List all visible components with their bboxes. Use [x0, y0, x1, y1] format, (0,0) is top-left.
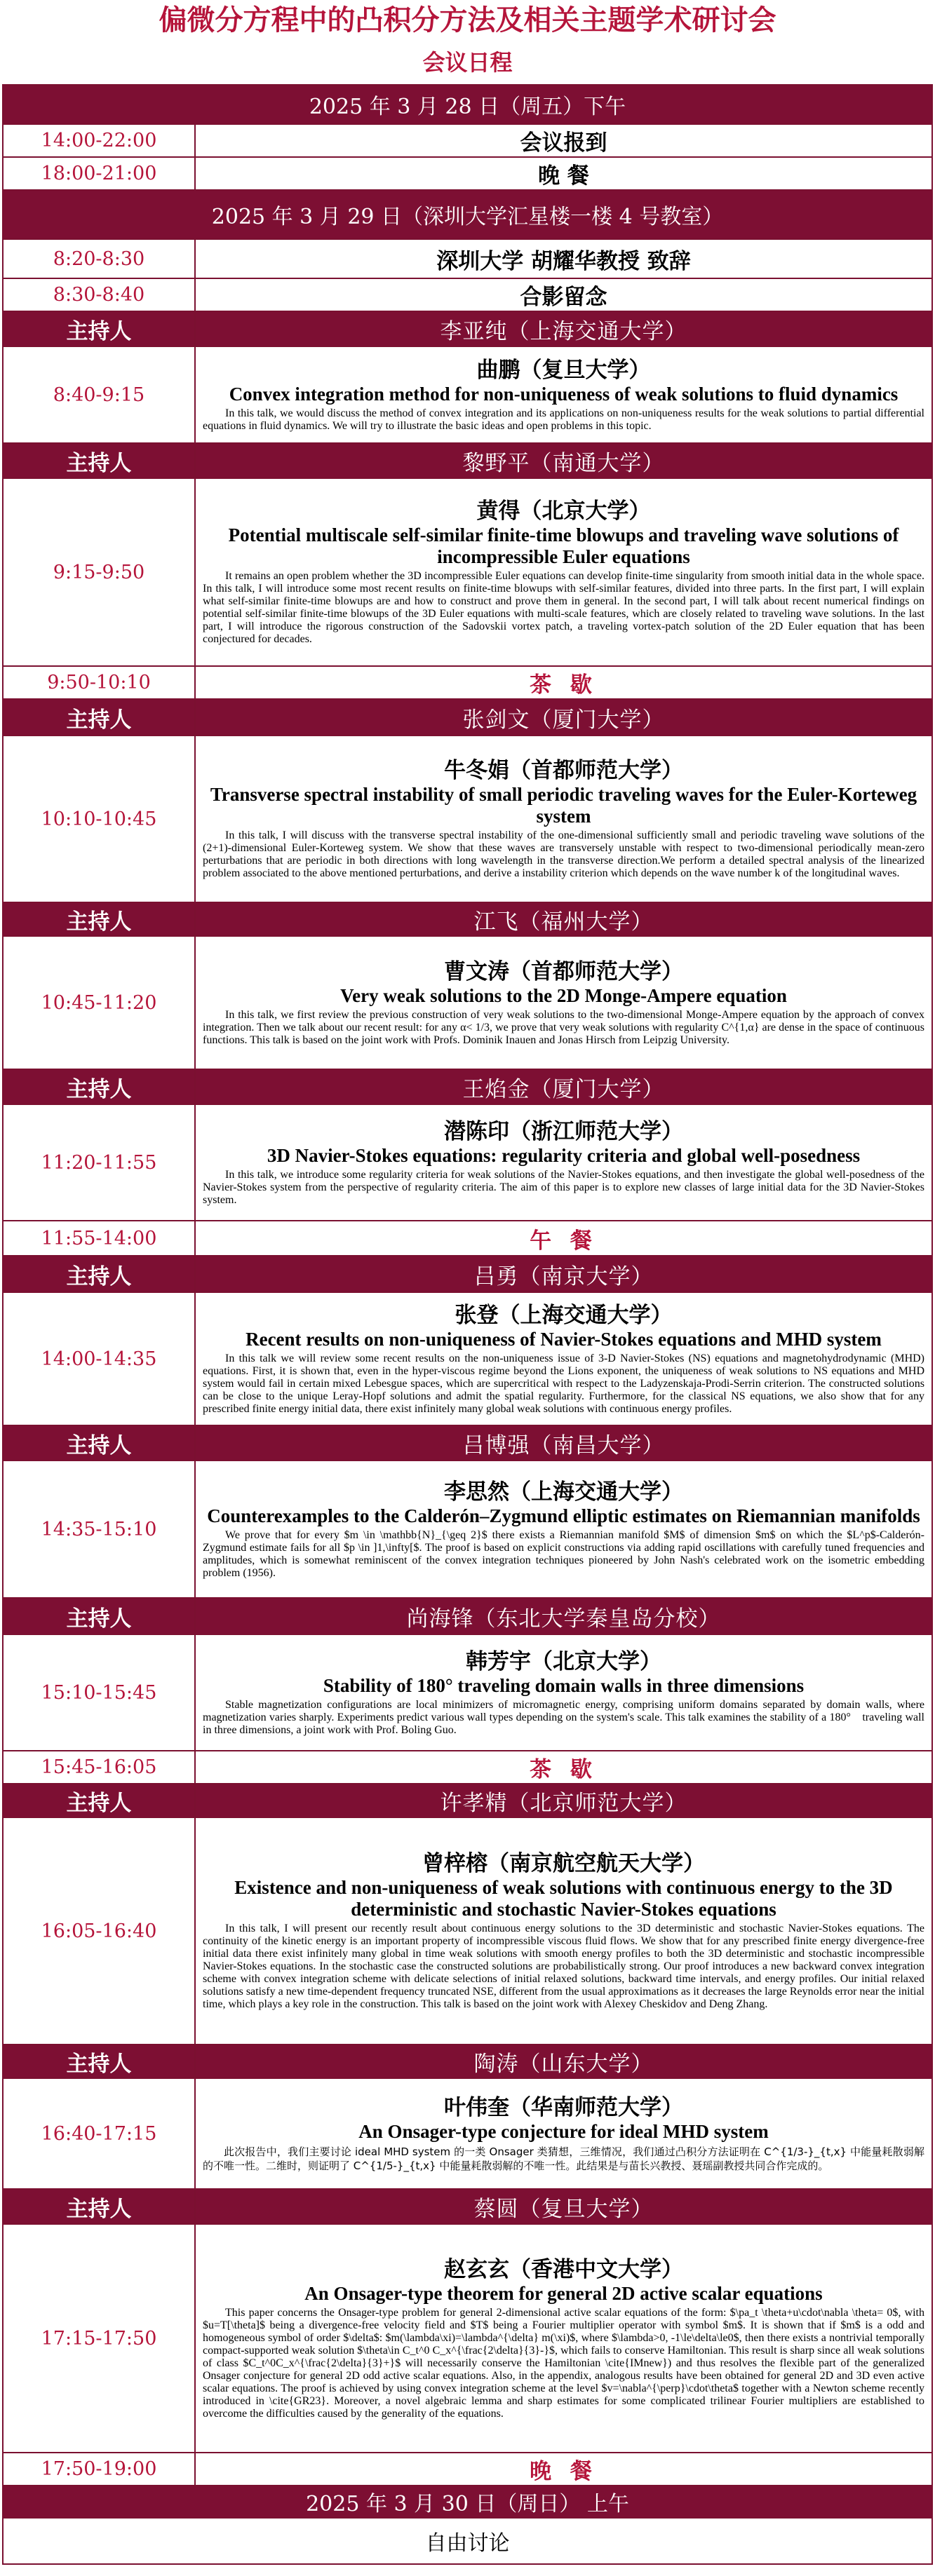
- host-row: [3, 699, 932, 735]
- speaker-name: 曾梓榕（南京航空航天大学）: [422, 1851, 705, 1876]
- schedule-row: [3, 278, 932, 311]
- time-cell: 11:55-14:00: [3, 1221, 195, 1256]
- host-row: [3, 1256, 932, 1292]
- event-cell: 深圳大学 胡耀华教授 致辞: [195, 239, 932, 278]
- host-name: 张剑文（厦门大学）: [195, 699, 932, 735]
- talk-row: [3, 346, 932, 443]
- host-row: [3, 2189, 932, 2224]
- break-label: 茶 歇: [195, 666, 932, 699]
- host-label: 主持人: [3, 1784, 195, 1817]
- host-label: 主持人: [3, 311, 195, 346]
- talk-cell: [195, 1104, 932, 1221]
- talk-cell: [195, 936, 932, 1069]
- speaker-name: 黄得（北京大学）: [476, 499, 651, 524]
- talk-abstract: In this talk, I will present our recently result about continuous energy solutions to the 3D deterministic and stochastic Navier-Stokes equations. The continuity of the kinetic energy is an important property of incompressible viscous fluid flows. We show that for any prescribed finite energy divergence-free initial data there exist infinitely many global in time weak solutions with smooth energy profiles to both the 3D deterministic and stochastic incompressible Navier-Stokes equations. In the stochastic case the constructed solutions are probabilistically strong. Our proof introduces a new backward convex integration scheme with convex integration scheme with delicate selections of initial relaxed solutions, backward time intervals, and energy profiles. Our initial relaxed solutions satisfy a new time-dependent frequency truncated NSE, different from the usual approximations as it decreases the large Reynolds error near the initial time, which plays a key role in the construction. This talk is based on the joint work with Alexey Cheskidov and Deng Zhang.: [203, 1923, 924, 2010]
- time-cell: 10:10-10:45: [3, 735, 195, 902]
- host-name: 许孝精（北京师范大学）: [195, 1784, 932, 1817]
- schedule-table: [2, 84, 933, 2565]
- day2-header: [3, 190, 932, 239]
- talk-row: [3, 936, 932, 1069]
- talk-title: Existence and non-uniqueness of weak solutions with continuous energy to the 3D deterministic and stochastic Navier-Stokes equations: [234, 1877, 893, 1920]
- talk-abstract: In this talk, we introduce some regularity criteria for weak solutions of the Navier-Stokes equations, and then investigate the global well-posedness of the Navier-Stokes system from the perspective of regularity criteria. The aim of this paper is to explore new classes of large initial data for the 3D Navier-Stokes system.: [203, 1168, 924, 1206]
- talk-abstract: 此次报告中，我们主要讨论 ideal MHD system 的一类 Onsager 类猜想，三维情况，我们通过凸积分方法证明在 C^{1/3-}_{t,x} 中能量耗散弱解的不唯一性。二维时，则证明了 C^{1/5-}_{t,x} 中能量耗散弱解的不唯一性。此结果是与苗长兴教授、聂瑶副教授共同合作完成的。: [203, 2145, 924, 2172]
- time-cell: 11:20-11:55: [3, 1104, 195, 1221]
- speaker-name: 曲鹏（复旦大学）: [476, 357, 651, 383]
- talk-abstract: In this talk, we would discuss the method of convex integration and its applications on non-uniqueness results for the weak solutions to partial differential equations in fluid dynamics. We will try to illustrate the basic ideas and open problems in this topic.: [203, 407, 924, 432]
- time-cell: 8:40-9:15: [3, 346, 195, 443]
- host-name: 吕勇（南京大学）: [195, 1256, 932, 1292]
- talk-title: An Onsager-type theorem for general 2D active scalar equations: [304, 2282, 823, 2304]
- conference-title: 偏微分方程中的凸积分方法及相关主题学术研讨会: [159, 4, 776, 36]
- host-row: [3, 443, 932, 478]
- talk-row: [3, 2224, 932, 2453]
- talk-abstract: We prove that for every $m \in \mathbb{N}_{\geq 2}$ there exists a Riemannian manifold $M$ of dimension $m$ on which the $L^p$-Calderón-Zygmund estimate fails for all $p \in ]1,\infty[$. The proof is based on explicit constructions via adding rapid oscillations with carefully tuned frequencies and amplitudes, which is somewhat reminiscent of the convex integration techniques pioneered by John Nash's celebrated work on the isometric embedding problem (1956).: [203, 1528, 924, 1579]
- talk-row: [3, 1817, 932, 2045]
- time-cell: 17:15-17:50: [3, 2224, 195, 2453]
- time-cell: 17:50-19:00: [3, 2453, 195, 2486]
- host-name: 李亚纯（上海交通大学）: [195, 311, 932, 346]
- host-name: 黎野平（南通大学）: [195, 443, 932, 478]
- day1-header: [3, 85, 932, 124]
- break-row: [3, 666, 932, 699]
- event-cell: 晚 餐: [195, 157, 932, 190]
- time-cell: 16:05-16:40: [3, 1817, 195, 2045]
- host-label: 主持人: [3, 2189, 195, 2224]
- schedule-row: [3, 239, 932, 278]
- free-discussion-row: [3, 2518, 932, 2564]
- day1-label: 2025 年 3 月 28 日（周五）下午: [3, 85, 932, 124]
- speaker-name: 曹文涛（首都师范大学）: [444, 958, 683, 984]
- free-discussion: 自由讨论: [3, 2518, 932, 2564]
- time-cell: 8:30-8:40: [3, 278, 195, 311]
- day3-header: [3, 2486, 932, 2518]
- talk-row: [3, 1292, 932, 1425]
- time-cell: 14:00-22:00: [3, 124, 195, 157]
- break-row: [3, 1221, 932, 1256]
- talk-cell: [195, 1292, 932, 1425]
- host-label: 主持人: [3, 1425, 195, 1460]
- talk-title: An Onsager-type conjecture for ideal MHD system: [358, 2120, 769, 2142]
- day2-label: 2025 年 3 月 29 日（深圳大学汇星楼一楼 4 号教室）: [3, 190, 932, 239]
- schedule-row: [3, 157, 932, 190]
- host-name: 蔡圆（复旦大学）: [195, 2189, 932, 2224]
- break-row: [3, 2453, 932, 2486]
- talk-cell: [195, 346, 932, 443]
- host-row: [3, 2045, 932, 2078]
- talk-abstract: Stable magnetization configurations are local minimizers of micromagnetic energy, comprising uniform domains separated by domain walls, where magnetization varies sharply. Experiments predict various wall types depending on the system's scale. This talk examines the stability of a 180° traveling wall in three dimensions, a joint work with Prof. Boling Guo.: [203, 1698, 924, 1736]
- talk-row: [3, 478, 932, 666]
- talk-cell: [195, 2078, 932, 2189]
- talk-cell: [195, 1634, 932, 1751]
- talk-abstract: It remains an open problem whether the 3D incompressible Euler equations can develop finite-time singularity from smooth initial data in the whole space. In this talk, I will introduce some most recent results on finite-time blowups with self-similar features, divided into three parts. In the first part, I will explain what self-similar finite-time blowups are and how to construct and prove them in general. In the second part, I will talk about recent numerical findings on potential self-similar finite-time blowups of the 3D Euler equations with multi-scale features, which are closely related to traveling wave solutions. In the last part, I will introduce the rigorous construction of the Sadovskii vortex patch, a traveling vortex-patch solution of the 2D Euler equation that has been conjectured for decades.: [203, 570, 924, 645]
- host-row: [3, 1598, 932, 1634]
- talk-row: [3, 2078, 932, 2189]
- talk-row: [3, 1634, 932, 1751]
- speaker-name: 牛冬娟（首都师范大学）: [444, 758, 683, 783]
- talk-cell: [195, 1460, 932, 1598]
- host-row: [3, 311, 932, 346]
- schedule-row: [3, 124, 932, 157]
- host-label: 主持人: [3, 699, 195, 735]
- talk-title: Convex integration method for non-uniqueness of weak solutions to fluid dynamics: [229, 383, 899, 405]
- host-label: 主持人: [3, 2045, 195, 2078]
- host-row: [3, 1069, 932, 1104]
- host-row: [3, 1425, 932, 1460]
- conference-subtitle: 会议日程: [422, 49, 513, 76]
- speaker-name: 李思然（上海交通大学）: [444, 1479, 683, 1505]
- host-name: 尚海锋（东北大学秦皇岛分校）: [195, 1598, 932, 1634]
- host-label: 主持人: [3, 1256, 195, 1292]
- host-name: 王焰金（厦门大学）: [195, 1069, 932, 1104]
- break-row: [3, 1751, 932, 1784]
- host-label: 主持人: [3, 443, 195, 478]
- talk-abstract: In this talk, we first review the previous construction of very weak solutions to the two-dimensional Monge-Ampere equation by the approach of convex integration. Then we talk about our recent result: for any α< 1/3, we prove that very weak solutions with regularity C^{1,α} are dense in the space of continuous functions. This talk is based on the joint work with Profs. Dominik Inauen and Jonas Hirsch from Leipzig University.: [203, 1008, 924, 1046]
- talk-title: 3D Navier-Stokes equations: regularity criteria and global well-posedness: [267, 1144, 861, 1166]
- talk-title: Recent results on non-uniqueness of Navier-Stokes equations and MHD system: [245, 1328, 882, 1350]
- talk-abstract: In this talk, I will discuss with the transverse spectral instability of the one-dimensional sufficiently small and periodic traveling wave solutions of the (2+1)-dimensional Euler-Korteweg system. We show that these waves are transversely unstable with respect to two-dimensional periodically mean-zero perturbations that are periodic in both directions with long wavelength in the transverse direction.We perform a detailed spectral analysis of the linearized problem associated to the above mentioned perturbations, and derive a instability criterion which depends on the wave number k of the longitudinal waves.: [203, 829, 924, 879]
- day3-label: 2025 年 3 月 30 日（周日） 上午: [3, 2486, 932, 2518]
- speaker-name: 赵玄玄（香港中文大学）: [444, 2256, 683, 2282]
- talk-row: [3, 1460, 932, 1598]
- time-cell: 9:15-9:50: [3, 478, 195, 666]
- time-cell: 9:50-10:10: [3, 666, 195, 699]
- talk-cell: [195, 478, 932, 666]
- host-label: 主持人: [3, 1069, 195, 1104]
- speaker-name: 张登（上海交通大学）: [455, 1302, 673, 1328]
- time-cell: 15:10-15:45: [3, 1634, 195, 1751]
- talk-title: Very weak solutions to the 2D Monge-Ampere equation: [340, 984, 787, 1006]
- host-name: 吕博强（南昌大学）: [195, 1425, 932, 1460]
- host-row: [3, 1784, 932, 1817]
- speaker-name: 潜陈印（浙江师范大学）: [444, 1118, 683, 1144]
- time-cell: 10:45-11:20: [3, 936, 195, 1069]
- host-name: 陶涛（山东大学）: [195, 2045, 932, 2078]
- talk-cell: [195, 1817, 932, 2045]
- host-label: 主持人: [3, 1598, 195, 1634]
- time-cell: 16:40-17:15: [3, 2078, 195, 2189]
- time-cell: 14:35-15:10: [3, 1460, 195, 1598]
- talk-title: Stability of 180° traveling domain walls in three dimensions: [323, 1674, 805, 1696]
- talk-row: [3, 735, 932, 902]
- event-cell: 会议报到: [195, 124, 932, 157]
- time-cell: 8:20-8:30: [3, 239, 195, 278]
- talk-title: Counterexamples to the Calderón–Zygmund elliptic estimates on Riemannian manifolds: [207, 1505, 920, 1526]
- talk-title: Transverse spectral instability of small periodic traveling waves for the Euler-Korteweg system: [210, 784, 917, 827]
- talk-cell: [195, 735, 932, 902]
- talk-title: Potential multiscale self-similar finite-time blowups and traveling wave solutions of incompressible Euler equations: [228, 524, 899, 567]
- talk-cell: [195, 2224, 932, 2453]
- talk-abstract: This paper concerns the Onsager-type problem for general 2-dimensional active scalar equations of the form: $\pa_t \theta+u\cdot\nabla \theta= 0$, with $u=T[\theta]$ being a divergence-free velocity field and $T$ being a Fourier multiplier operator with symbol $m$. It is shown that if $m$ is a odd and homogeneous symbol of order $\delta$: $m(\lambda\xi)=\lambda^{\delta} m(\xi)$, where $\lambda>0, -1\le\delta\le0$, then there exists a nontrivial temporally compact-supported weak solution $\theta\in C_t^0 C_x^{\frac{2\delta}{3}-}$, which fails to conserve Hamiltonian. This result is sharp since all weak solutions of class $C_t^0C_x^{\frac{2\delta}{3}+}$ will necessarily conserve the Hamiltonian \cite{IMnew}) and thus resolves the flexible part of the generalized Onsager conjecture for general 2D odd active scalar equations. Also, in the appendix, analogous results have been obtained for general 2D and 3D even active scalar equations. The proof is achieved by using convex integration scheme at the level $v=\nabla^{\perp}\cdot\theta$ together with a Newton scheme recently introduced in \cite{GR23}. Moreover, a novel algebraic lemma and sharp estimates for some complicated trilinear Fourier multipliers are established to overcome the difficulties caused by the generality of the equations.: [203, 2306, 924, 2420]
- speaker-name: 韩芳宇（北京大学）: [466, 1648, 661, 1674]
- event-cell: 合影留念: [195, 278, 932, 311]
- break-label: 晚 餐: [195, 2453, 932, 2486]
- host-label: 主持人: [3, 902, 195, 936]
- speaker-name: 叶伟奎（华南师范大学）: [444, 2094, 683, 2120]
- break-label: 茶 歇: [195, 1751, 932, 1784]
- host-row: [3, 902, 932, 936]
- talk-row: [3, 1104, 932, 1221]
- time-cell: 18:00-21:00: [3, 157, 195, 190]
- talk-abstract: In this talk we will review some recent results on the non-uniqueness issue of 3-D Navier-Stokes (NS) equations and magnetohydrodynamic (MHD) equations. First, it is shown that, even in the hyper-viscous regime beyond the Lions exponent, the uniqueness of weak solutions to NS equations and MHD system would fail in certain mixed Lebesgue spaces, which are supercritical with respect to the Ladyzenskaja-Prodi-Serrin criterion. The constructed solutions can be close to the unique Leray-Hopf solutions and admit the spatial regularity. Furthermore, for the classical NS equations, we also show that for any prescribed finite energy initial data, there exist infinitely many global weak solutions with continuous energy profiles.: [203, 1352, 924, 1415]
- break-label: 午 餐: [195, 1221, 932, 1256]
- time-cell: 15:45-16:05: [3, 1751, 195, 1784]
- host-name: 江飞（福州大学）: [195, 902, 932, 936]
- time-cell: 14:00-14:35: [3, 1292, 195, 1425]
